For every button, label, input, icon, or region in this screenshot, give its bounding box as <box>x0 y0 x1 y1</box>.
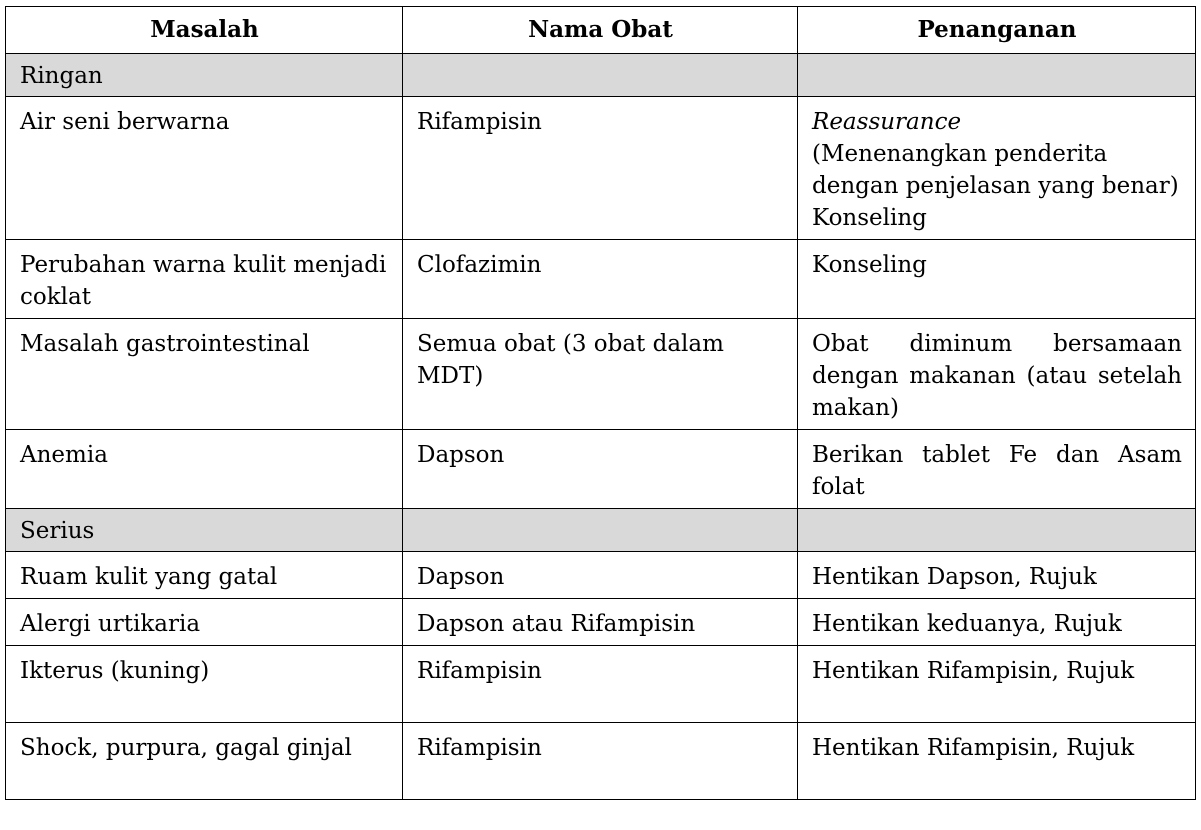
cell-masalah: Ruam kulit yang gatal <box>6 552 403 599</box>
table-row <box>6 430 1196 509</box>
table-row <box>6 646 1196 723</box>
section-label-serius: Serius <box>6 509 403 552</box>
cell-masalah: Shock, purpura, gagal ginjal <box>6 723 403 800</box>
penanganan-text: (Menenangkan penderita dengan penjelasan yang benar) Konseling <box>812 141 1179 231</box>
table-header <box>6 7 1196 54</box>
table-row <box>6 552 1196 599</box>
table-row <box>6 319 1196 430</box>
header-masalah: Masalah <box>6 7 403 54</box>
cell-obat: Clofazimin <box>403 240 798 319</box>
table-body <box>6 54 1196 800</box>
cell-masalah: Alergi urtikaria <box>6 599 403 646</box>
table-row <box>6 723 1196 800</box>
header-row <box>6 7 1196 54</box>
cell-obat: Rifampisin <box>403 97 798 240</box>
cell-obat: Rifampisin <box>403 723 798 800</box>
cell-masalah: Ikterus (kuning) <box>6 646 403 723</box>
section-label-ringan: Ringan <box>6 54 403 97</box>
section-row-ringan <box>6 54 1196 97</box>
cell-penanganan: Hentikan Rifampisin, Rujuk <box>798 646 1196 723</box>
header-penanganan: Penanganan <box>798 7 1196 54</box>
cell-obat: Semua obat (3 obat dalam MDT) <box>403 319 798 430</box>
section-empty-cell <box>798 509 1196 552</box>
table-row <box>6 599 1196 646</box>
cell-penanganan: Hentikan Dapson, Rujuk <box>798 552 1196 599</box>
cell-penanganan <box>798 97 1196 240</box>
cell-penanganan: Hentikan Rifampisin, Rujuk <box>798 723 1196 800</box>
cell-masalah: Anemia <box>6 430 403 509</box>
cell-masalah: Air seni berwarna <box>6 97 403 240</box>
cell-obat: Dapson atau Rifampisin <box>403 599 798 646</box>
section-empty-cell <box>403 509 798 552</box>
cell-penanganan: Konseling <box>798 240 1196 319</box>
cell-obat: Rifampisin <box>403 646 798 723</box>
section-row-serius <box>6 509 1196 552</box>
cell-obat: Dapson <box>403 552 798 599</box>
penanganan-italic-term: Reassurance <box>812 109 962 135</box>
section-empty-cell <box>403 54 798 97</box>
side-effects-table <box>5 6 1196 800</box>
cell-penanganan: Hentikan keduanya, Rujuk <box>798 599 1196 646</box>
cell-penanganan: Berikan tablet Fe dan Asam folat <box>798 430 1196 509</box>
cell-masalah: Perubahan warna kulit menjadi coklat <box>6 240 403 319</box>
cell-masalah: Masalah gastrointestinal <box>6 319 403 430</box>
cell-obat: Dapson <box>403 430 798 509</box>
header-nama-obat: Nama Obat <box>403 7 798 54</box>
cell-penanganan: Obat diminum bersamaan dengan makanan (atau setelah makan) <box>798 319 1196 430</box>
table-row <box>6 97 1196 240</box>
section-empty-cell <box>798 54 1196 97</box>
table-row <box>6 240 1196 319</box>
